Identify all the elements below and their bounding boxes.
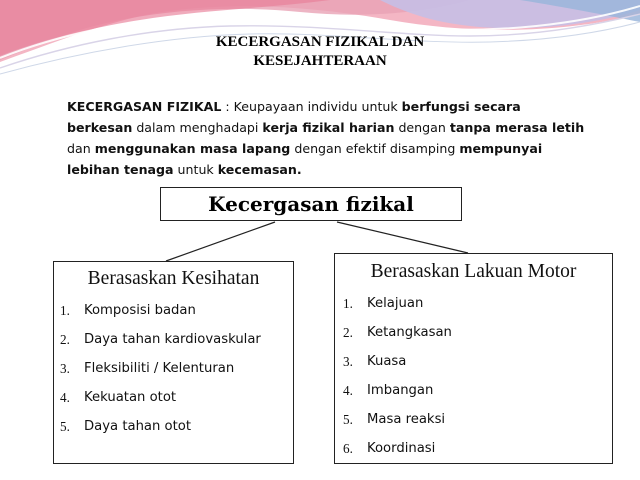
list-item-label: Kelajuan bbox=[367, 296, 424, 311]
health-based-heading: Berasaskan Kesihatan bbox=[87, 268, 260, 289]
slide-title bbox=[0, 33, 640, 71]
definition-text: untuk bbox=[173, 162, 218, 177]
definition-emphasis: berfungsi secara berkesan bbox=[67, 99, 521, 135]
list-number: 3. bbox=[60, 361, 70, 376]
slide-title-line1: KECERGASAN FIZIKAL DAN bbox=[215, 34, 425, 50]
definition-separator: : bbox=[221, 99, 234, 114]
list-item bbox=[343, 376, 612, 405]
list-number: 5. bbox=[60, 419, 70, 434]
list-item-label: Ketangkasan bbox=[367, 325, 452, 340]
definition-text: dengan bbox=[394, 120, 450, 135]
list-item bbox=[343, 318, 612, 347]
list-item bbox=[343, 347, 612, 376]
slide-title-line2: KESEJAHTERAAN bbox=[253, 53, 387, 69]
list-item-label: Daya tahan otot bbox=[84, 419, 192, 434]
definition-emphasis: kecemasan. bbox=[217, 162, 302, 177]
connector-left bbox=[166, 222, 275, 261]
root-node-label: Kecergasan fizikal bbox=[208, 192, 414, 216]
list-item-label: Imbangan bbox=[367, 383, 434, 398]
connector-right bbox=[337, 222, 468, 253]
definition-text: Keupayaan individu untuk bbox=[233, 99, 402, 114]
definition-emphasis: kerja fizikal harian bbox=[262, 120, 395, 135]
list-item-label: Masa reaksi bbox=[367, 412, 446, 427]
list-number: 1. bbox=[60, 303, 70, 318]
definition-text: dalam menghadapi bbox=[132, 120, 263, 135]
list-item bbox=[343, 434, 612, 463]
definition-paragraph bbox=[67, 96, 587, 180]
definition-text: dengan efektif disamping bbox=[290, 141, 460, 156]
list-number: 4. bbox=[60, 390, 70, 405]
list-item bbox=[343, 289, 612, 318]
list-item bbox=[60, 296, 293, 325]
list-item-label: Kekuatan otot bbox=[84, 390, 177, 405]
definition-term: KECERGASAN FIZIKAL bbox=[67, 99, 222, 114]
health-based-list bbox=[54, 296, 293, 441]
list-number: 4. bbox=[343, 383, 353, 398]
list-item bbox=[60, 412, 293, 441]
list-item bbox=[60, 354, 293, 383]
list-number: 6. bbox=[343, 441, 353, 456]
list-item bbox=[60, 383, 293, 412]
motor-skill-box bbox=[334, 253, 613, 464]
motor-skill-heading: Berasaskan Lakuan Motor bbox=[370, 261, 577, 282]
list-item-label: Fleksibiliti / Kelenturan bbox=[84, 361, 235, 376]
list-number: 3. bbox=[343, 354, 353, 369]
list-item-label: Kuasa bbox=[367, 354, 407, 369]
list-item-label: Daya tahan kardiovaskular bbox=[84, 332, 261, 347]
list-number: 1. bbox=[343, 296, 353, 311]
list-item-label: Koordinasi bbox=[367, 441, 436, 456]
definition-emphasis: tanpa merasa letih bbox=[449, 120, 585, 135]
definition-text: dan bbox=[67, 141, 95, 156]
list-number: 5. bbox=[343, 412, 353, 427]
list-item bbox=[60, 325, 293, 354]
health-based-box bbox=[53, 261, 294, 464]
list-item-label: Komposisi badan bbox=[84, 303, 196, 318]
list-number: 2. bbox=[60, 332, 70, 347]
root-node bbox=[160, 187, 462, 221]
list-number: 2. bbox=[343, 325, 353, 340]
motor-skill-list bbox=[335, 289, 612, 463]
list-item bbox=[343, 405, 612, 434]
definition-emphasis: mempunyai lebihan tenaga bbox=[67, 141, 543, 177]
definition-emphasis: menggunakan masa lapang bbox=[94, 141, 291, 156]
